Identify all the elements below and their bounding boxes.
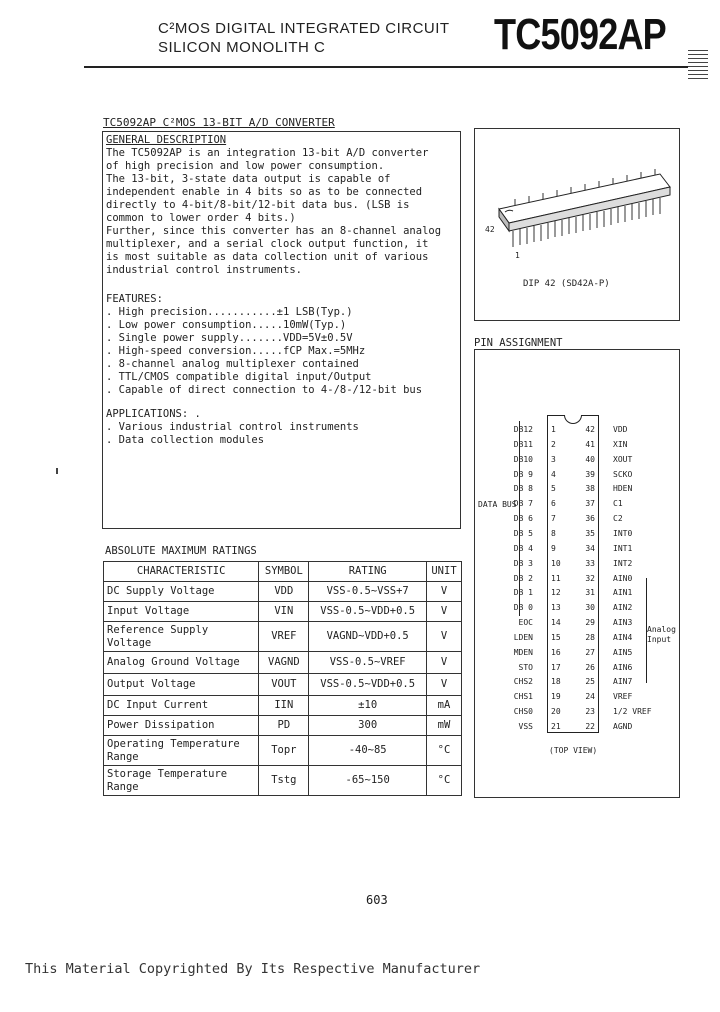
pin-name-right: AIN4 — [613, 633, 633, 642]
rating-cell: VSS-0.5~VREF — [309, 652, 427, 674]
application-item: . Data collection modules — [106, 434, 265, 446]
table-row — [104, 582, 462, 602]
pin-number-left: 6 — [551, 499, 556, 508]
symbol-cell: VAGND — [259, 652, 309, 674]
col-unit: UNIT — [427, 562, 462, 582]
pin-number-left: 16 — [551, 648, 561, 657]
pin-name-left: DB11 — [513, 440, 533, 449]
unit-cell: mA — [427, 696, 462, 716]
features-list — [106, 306, 422, 397]
pin-name-left: EOC — [518, 618, 533, 627]
pin-number-left: 13 — [551, 603, 561, 612]
rating-cell: -65~150 — [309, 766, 427, 796]
pin-name-left: DB 3 — [513, 559, 533, 568]
pin-name-right: AIN7 — [613, 677, 633, 686]
pin-name-right: VDD — [613, 425, 628, 434]
rating-cell: VSS-0.5~VDD+0.5 — [309, 674, 427, 696]
pin-number-left: 1 — [551, 425, 556, 434]
general-line: industrial control instruments. — [106, 264, 302, 276]
general-description — [106, 147, 441, 277]
ratings-header-row — [104, 562, 462, 582]
rating-cell: VAGND~VDD+0.5 — [309, 622, 427, 652]
pin-name-right: INT2 — [613, 559, 633, 568]
feature-item: . Single power supply.......VDD=5V±0.5V — [106, 332, 353, 344]
pin-name-left: CHS2 — [513, 677, 533, 686]
pin-number-left: 2 — [551, 440, 556, 449]
pin-number-left: 17 — [551, 663, 561, 672]
symbol-cell: VOUT — [259, 674, 309, 696]
general-line: The 13-bit, 3-state data output is capable of — [106, 173, 391, 185]
pin-name-right: XIN — [613, 440, 628, 449]
characteristic-cell: Operating Temperature Range — [104, 736, 259, 766]
package-pin1-label: 1 — [515, 251, 520, 260]
characteristic-cell: Power Dissipation — [104, 716, 259, 736]
unit-cell: °C — [427, 736, 462, 766]
symbol-cell: Topr — [259, 736, 309, 766]
pin-name-right: HDEN — [613, 484, 633, 493]
pin-number-right: 40 — [585, 455, 595, 464]
pin-name-right: AIN1 — [613, 588, 633, 597]
characteristic-cell: Reference Supply Voltage — [104, 622, 259, 652]
features-heading: FEATURES: — [106, 293, 163, 305]
pin-name-left: DB 2 — [513, 574, 533, 583]
pin-number-left: 8 — [551, 529, 556, 538]
pin-number-left: 3 — [551, 455, 556, 464]
data-bus-bracket — [519, 421, 523, 616]
symbol-cell: Tstg — [259, 766, 309, 796]
characteristic-cell: Output Voltage — [104, 674, 259, 696]
pin-number-right: 27 — [585, 648, 595, 657]
pin-number-right: 41 — [585, 440, 595, 449]
package-pin42-label: 42 — [485, 225, 495, 234]
pin-name-right: 1/2 VREF — [613, 707, 652, 716]
scan-mark — [56, 468, 58, 474]
pin-name-right: C1 — [613, 499, 623, 508]
pin-name-left: CHS0 — [513, 707, 533, 716]
pin-number-left: 5 — [551, 484, 556, 493]
pin-name-right: XOUT — [613, 455, 633, 464]
pin-name-left: DB 9 — [513, 470, 533, 479]
pin-number-right: 42 — [585, 425, 595, 434]
pin-number-left: 10 — [551, 559, 561, 568]
pin-name-right: AIN0 — [613, 574, 633, 583]
header-line-1: C²MOS DIGITAL INTEGRATED CIRCUIT — [158, 20, 450, 37]
pin-number-right: 37 — [585, 499, 595, 508]
applications-heading: APPLICATIONS: . — [106, 408, 201, 420]
pin-number-right: 36 — [585, 514, 595, 523]
pin-name-right: INT0 — [613, 529, 633, 538]
characteristic-cell: DC Supply Voltage — [104, 582, 259, 602]
rating-cell: VSS-0.5~VDD+0.5 — [309, 602, 427, 622]
applications-list — [106, 421, 359, 447]
general-line: multiplexer, and a serial clock output function, it — [106, 238, 429, 250]
part-number-title: TC5092AP — [494, 10, 666, 59]
pin-number-right: 29 — [585, 618, 595, 627]
pin-number-right: 22 — [585, 722, 595, 731]
pin-number-left: 11 — [551, 574, 561, 583]
symbol-cell: IIN — [259, 696, 309, 716]
pin-number-right: 35 — [585, 529, 595, 538]
ratings-heading: ABSOLUTE MAXIMUM RATINGS — [105, 545, 257, 557]
general-line: The TC5092AP is an integration 13-bit A/D converter — [106, 147, 429, 159]
pin-number-right: 34 — [585, 544, 595, 553]
pin-name-left: DB 1 — [513, 588, 533, 597]
top-view-label: (TOP VIEW) — [549, 746, 598, 755]
subtitle: TC5092AP C²MOS 13-BIT A/D CONVERTER — [103, 116, 335, 129]
ic-notch — [564, 415, 582, 424]
pin-name-left: DB 8 — [513, 484, 533, 493]
pin-number-left: 14 — [551, 618, 561, 627]
table-row — [104, 622, 462, 652]
table-row — [104, 696, 462, 716]
table-row — [104, 716, 462, 736]
package-caption: DIP 42 (SD42A-P) — [523, 279, 610, 289]
general-line: Further, since this converter has an 8-channel analog — [106, 225, 442, 237]
col-characteristic: CHARACTERISTIC — [104, 562, 259, 582]
pin-name-left: STO — [518, 663, 533, 672]
unit-cell: V — [427, 602, 462, 622]
general-line: is most suitable as data collection unit of various — [106, 251, 429, 263]
pin-name-right: VREF — [613, 692, 633, 701]
pin-number-left: 7 — [551, 514, 556, 523]
characteristic-cell: Analog Ground Voltage — [104, 652, 259, 674]
rating-cell: -40~85 — [309, 736, 427, 766]
symbol-cell: PD — [259, 716, 309, 736]
rating-cell: 300 — [309, 716, 427, 736]
feature-item: . Capable of direct connection to 4-/8-/12-bit bus — [106, 384, 423, 396]
symbol-cell: VREF — [259, 622, 309, 652]
col-symbol: SYMBOL — [259, 562, 309, 582]
dip42-package-drawing — [475, 129, 681, 322]
analog-input-label: Analog Input — [647, 625, 676, 644]
pin-number-left: 15 — [551, 633, 561, 642]
pin-number-right: 26 — [585, 663, 595, 672]
symbol-cell: VIN — [259, 602, 309, 622]
pin-name-right: INT1 — [613, 544, 633, 553]
pin-number-left: 20 — [551, 707, 561, 716]
pin-name-right: C2 — [613, 514, 623, 523]
feature-item: . High precision...........±1 LSB(Typ.) — [106, 306, 353, 318]
unit-cell: mW — [427, 716, 462, 736]
feature-item: . High-speed conversion.....fCP Max.=5MHz — [106, 345, 366, 357]
pin-number-left: 19 — [551, 692, 561, 701]
pin-number-right: 23 — [585, 707, 595, 716]
pin-name-left: MDEN — [513, 648, 533, 657]
pin-name-left: CHS1 — [513, 692, 533, 701]
general-line: of high precision and low power consumption. — [106, 160, 385, 172]
pin-number-right: 24 — [585, 692, 595, 701]
general-line: independent enable in 4 bits so as to be connected — [106, 186, 423, 198]
general-line: common to lower order 4 bits.) — [106, 212, 296, 224]
unit-cell: V — [427, 674, 462, 696]
pin-name-right: SCKO — [613, 470, 633, 479]
description-box — [102, 131, 461, 529]
data-bus-label: DATA BUS — [478, 500, 517, 509]
pin-number-right: 25 — [585, 677, 595, 686]
pin-name-right: AIN6 — [613, 663, 633, 672]
pin-number-right: 31 — [585, 588, 595, 597]
pin-assignment-heading: PIN ASSIGNMENT — [474, 337, 563, 349]
table-row — [104, 674, 462, 696]
copyright-footer: This Material Copyrighted By Its Respective Manufacturer — [25, 961, 481, 977]
pin-number-left: 4 — [551, 470, 556, 479]
unit-cell: V — [427, 622, 462, 652]
general-heading: GENERAL DESCRIPTION — [106, 134, 227, 146]
pin-name-right: AIN2 — [613, 603, 633, 612]
pin-name-left: DB12 — [513, 425, 533, 434]
rating-cell: ±10 — [309, 696, 427, 716]
characteristic-cell: Storage Temperature Range — [104, 766, 259, 796]
pin-number-right: 28 — [585, 633, 595, 642]
header-edge-marks — [688, 50, 708, 80]
rating-cell: VSS-0.5~VSS+7 — [309, 582, 427, 602]
ratings-table — [103, 561, 462, 796]
header-line-2: SILICON MONOLITH C — [158, 39, 326, 56]
col-rating: RATING — [309, 562, 427, 582]
application-item: . Various industrial control instruments — [106, 421, 359, 433]
table-row — [104, 602, 462, 622]
feature-item: . 8-channel analog multiplexer contained — [106, 358, 359, 370]
pin-name-left: DB 4 — [513, 544, 533, 553]
unit-cell: °C — [427, 766, 462, 796]
pin-number-right: 30 — [585, 603, 595, 612]
pin-number-left: 12 — [551, 588, 561, 597]
pin-assignment-box — [474, 349, 680, 798]
pin-name-left: DB 7 — [513, 499, 533, 508]
pin-name-left: DB 6 — [513, 514, 533, 523]
pin-name-left: VSS — [518, 722, 533, 731]
pin-name-right: AGND — [613, 722, 633, 731]
header-rule — [84, 66, 688, 68]
pin-number-right: 39 — [585, 470, 595, 479]
feature-item: . Low power consumption.....10mW(Typ.) — [106, 319, 347, 331]
pin-name-left: DB 0 — [513, 603, 533, 612]
pin-number-left: 18 — [551, 677, 561, 686]
pin-number-right: 32 — [585, 574, 595, 583]
pin-number-right: 38 — [585, 484, 595, 493]
characteristic-cell: Input Voltage — [104, 602, 259, 622]
characteristic-cell: DC Input Current — [104, 696, 259, 716]
unit-cell: V — [427, 652, 462, 674]
pin-name-right: AIN5 — [613, 648, 633, 657]
table-row — [104, 766, 462, 796]
symbol-cell: VDD — [259, 582, 309, 602]
table-row — [104, 652, 462, 674]
pin-number-left: 9 — [551, 544, 556, 553]
pin-name-left: LDEN — [513, 633, 533, 642]
page-number: 603 — [366, 893, 388, 907]
pin-name-left: DB 5 — [513, 529, 533, 538]
unit-cell: V — [427, 582, 462, 602]
general-line: directly to 4-bit/8-bit/12-bit data bus. (LSB is — [106, 199, 410, 211]
feature-item: . TTL/CMOS compatible digital input/Output — [106, 371, 372, 383]
pin-name-left: DB10 — [513, 455, 533, 464]
pin-number-right: 33 — [585, 559, 595, 568]
table-row — [104, 736, 462, 766]
pin-number-left: 21 — [551, 722, 561, 731]
pin-name-right: AIN3 — [613, 618, 633, 627]
package-box — [474, 128, 680, 321]
